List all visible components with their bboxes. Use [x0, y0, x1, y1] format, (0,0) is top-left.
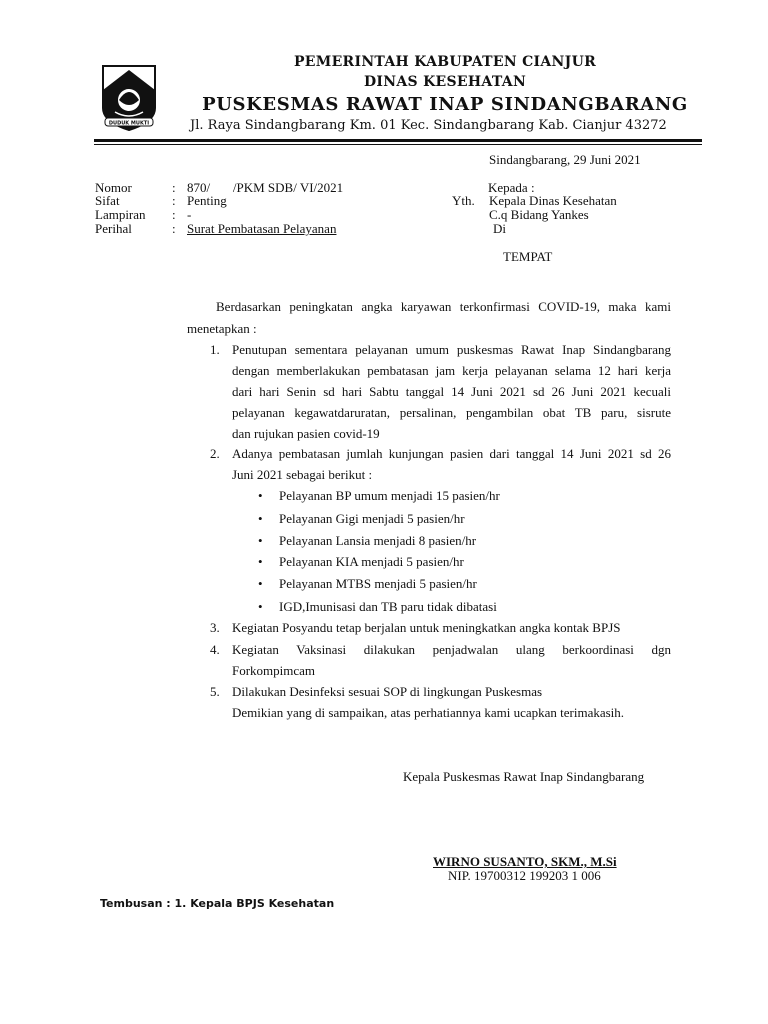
bullet-item: Pelayanan Gigi menjadi 5 pasien/hr: [279, 511, 465, 526]
meta-value-sifat: Penting: [187, 193, 227, 208]
item-number: 3.: [210, 620, 220, 635]
bullet-item: Pelayanan BP umum menjadi 15 pasien/hr: [279, 488, 500, 503]
meta-label-sifat: Sifat: [95, 193, 120, 208]
closing: Demikian yang di sampaikan, atas perhatiannya kami ucapkan terimakasih.: [232, 705, 625, 720]
recipient-kepada: Kepada :: [488, 180, 535, 195]
item-number: 2.: [210, 446, 220, 461]
bullet-dot: •: [258, 533, 263, 548]
bullet-dot: •: [258, 554, 263, 569]
recipient-line2: C.q Bidang Yankes: [489, 207, 589, 222]
bullet-dot: •: [258, 488, 263, 503]
logo-motto: DUDUK MUKTI: [108, 120, 150, 127]
meta-sep: :: [172, 221, 176, 236]
meta-value-lampiran: -: [187, 207, 192, 222]
recipient-line3: Di: [493, 221, 506, 236]
bullet-item: Pelayanan Lansia menjadi 8 pasien/hr: [279, 533, 477, 548]
letterhead-department: DINAS KESEHATAN: [363, 74, 527, 90]
item-number: 4.: [210, 642, 220, 657]
item-1-line: dengan memberlakukan pembatasan jam kerja pelayanan selama 12 hari kerja: [232, 363, 671, 378]
item-4-line: Forkompimcam: [232, 663, 316, 678]
intro-line1: Berdasarkan peningkatan angka karyawan terkonfirmasi COVID-19, maka kami: [216, 299, 671, 314]
meta-value-perihal: Surat Pembatasan Pelayanan: [187, 221, 337, 236]
item-2-line: Adanya pembatasan jumlah kunjungan pasien dari tanggal 14 Juni 2021 sd 26: [232, 446, 671, 461]
letterhead-institution: PUSKESMAS RAWAT INAP SINDANGBARANG: [202, 94, 688, 115]
item-5-line: Dilakukan Desinfeksi sesuai SOP di lingkungan Puskesmas: [232, 684, 543, 699]
meta-label-lampiran: Lampiran: [95, 207, 146, 222]
bullet-dot: •: [258, 576, 263, 591]
bullet-dot: •: [258, 511, 263, 526]
item-2-line: Juni 2021 sebagai berikut :: [232, 467, 373, 482]
place-date: Sindangbarang, 29 Juni 2021: [489, 152, 641, 167]
item-1-line: dari hari Senin sd hari Sabtu tanggal 14 Juni 2021 sd 26 Juni 2021 kecuali: [232, 384, 671, 399]
signature-title: Kepala Puskesmas Rawat Inap Sindangbarang: [403, 769, 645, 784]
meta-sep: :: [172, 180, 176, 195]
bullet-item: IGD,Imunisasi dan TB paru tidak dibatasi: [279, 599, 497, 614]
letterhead-address: Jl. Raya Sindangbarang Km. 01 Kec. Sindangbarang Kab. Cianjur 43272: [190, 118, 667, 133]
letterhead-rule-thin: [94, 144, 702, 145]
meta-sep: :: [172, 193, 176, 208]
meta-sep: :: [172, 207, 176, 222]
meta-label-perihal: Perihal: [95, 221, 132, 236]
letterhead-rule-thick: [94, 139, 702, 142]
intro-line2: menetapkan :: [187, 321, 257, 336]
item-4-line: Kegiatan Vaksinasi dilakukan penjadwalan ulang berkoordinasi dgn: [232, 642, 671, 657]
item-1-line: dan rujukan pasien covid-19: [232, 426, 380, 441]
meta-value-nomor: 870/ /PKM SDB/ VI/2021: [187, 180, 344, 195]
item-number: 5.: [210, 684, 220, 699]
meta-label-nomor: Nomor: [95, 180, 132, 195]
signature-name: WIRNO SUSANTO, SKM., M.Si: [433, 854, 617, 869]
bullet-item: Pelayanan MTBS menjadi 5 pasien/hr: [279, 576, 477, 591]
bullet-dot: •: [258, 599, 263, 614]
recipient-yth: Yth.: [452, 193, 475, 208]
item-1-line: pelayanan kegawatdaruratan, persalinan, pengambilan obat TB paru, sisrute: [232, 405, 671, 420]
bullet-item: Pelayanan KIA menjadi 5 pasien/hr: [279, 554, 464, 569]
recipient-line1: Kepala Dinas Kesehatan: [489, 193, 617, 208]
tembusan: Tembusan : 1. Kepala BPJS Kesehatan: [100, 897, 335, 910]
item-3-line: Kegiatan Posyandu tetap berjalan untuk meningkatkan angka kontak BPJS: [232, 620, 621, 635]
regency-logo: [101, 64, 157, 132]
recipient-tempat: TEMPAT: [503, 249, 553, 264]
item-number: 1.: [210, 342, 220, 357]
letterhead-government: PEMERINTAH KABUPATEN CIANJUR: [293, 54, 597, 70]
item-1-line: Penutupan sementara pelayanan umum puskesmas Rawat Inap Sindangbarang: [232, 342, 671, 357]
signature-nip: NIP. 19700312 199203 1 006: [448, 868, 601, 883]
